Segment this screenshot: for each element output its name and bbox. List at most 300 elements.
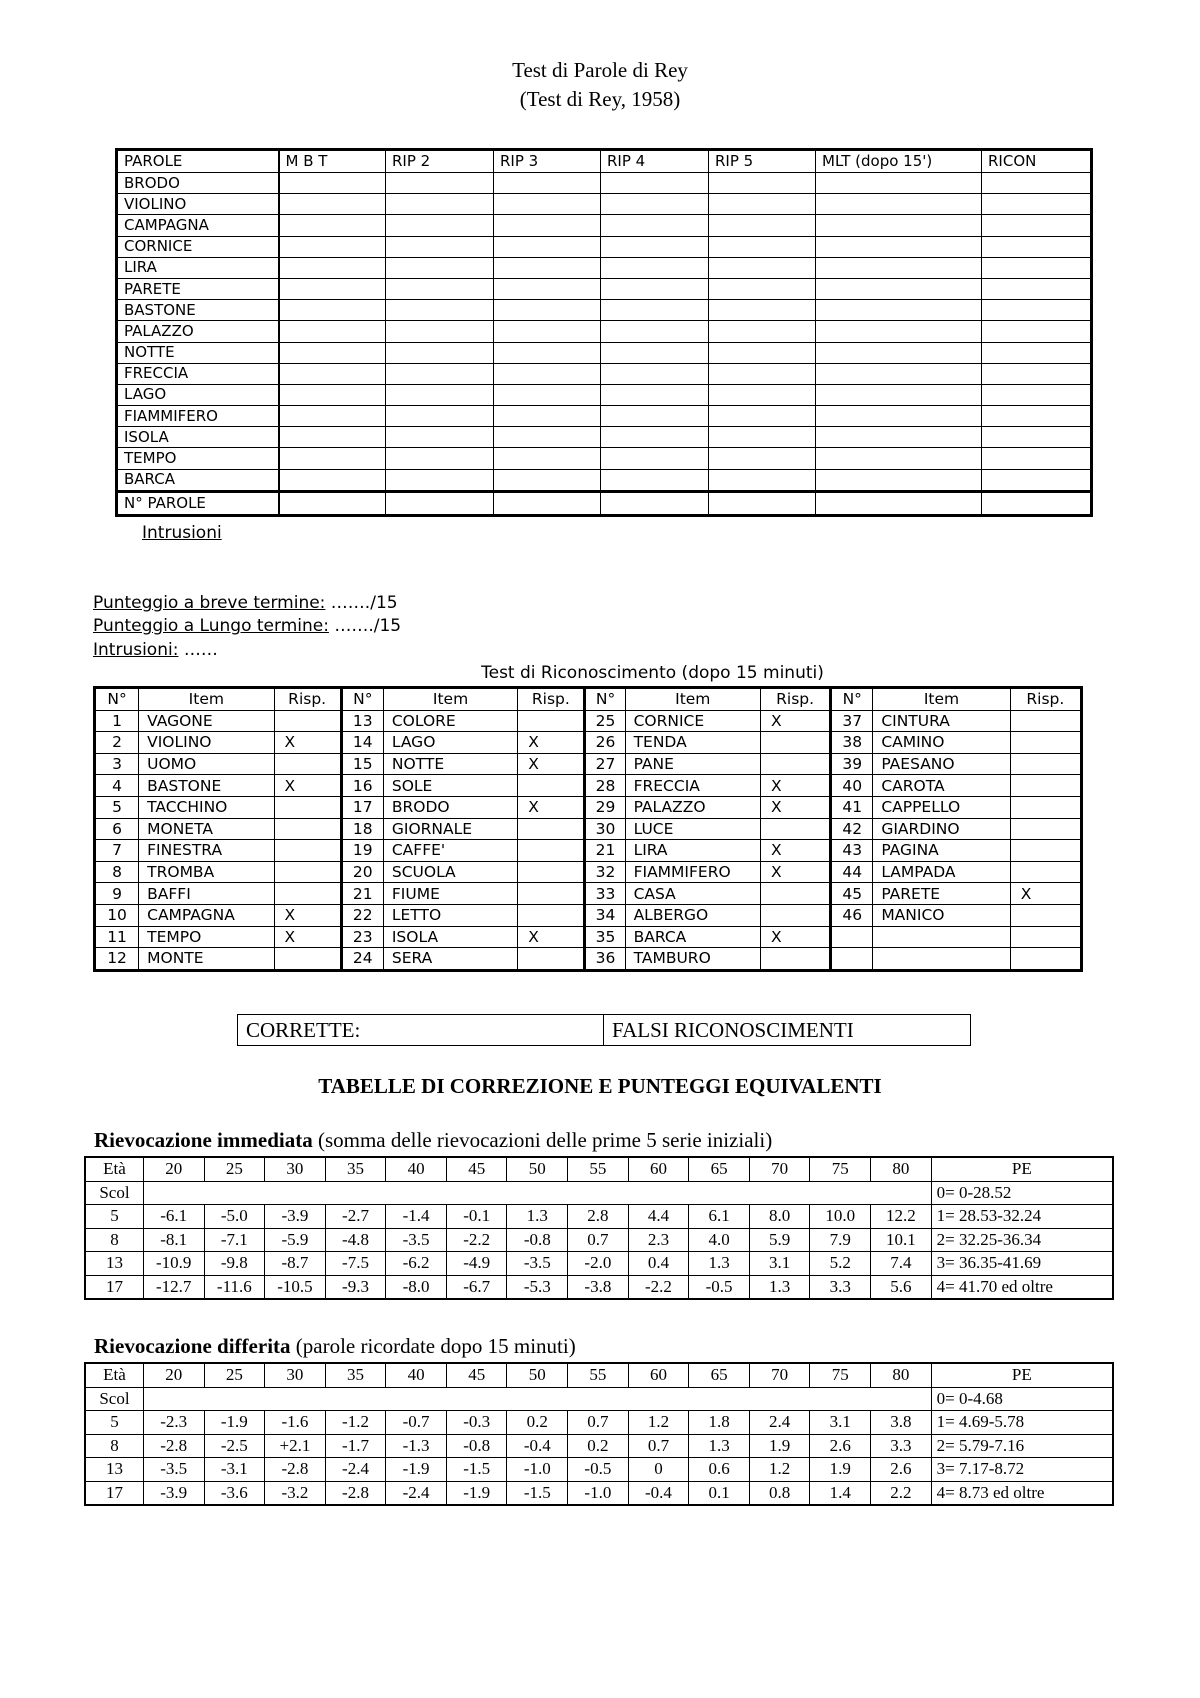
correction-value: -0.4	[507, 1434, 568, 1458]
pe-value: 4= 8.73 ed oltre	[931, 1481, 1113, 1505]
recognition-response[interactable]	[1010, 775, 1081, 797]
recall-entry-cell[interactable]	[982, 173, 1092, 194]
recall-entry-cell[interactable]	[494, 300, 601, 321]
word-table-row	[117, 321, 1092, 342]
recall-entry-cell[interactable]	[279, 427, 386, 448]
correction-value: -3.1	[204, 1458, 265, 1482]
recall-entry-cell[interactable]	[709, 321, 816, 342]
word-table-row	[117, 215, 1092, 236]
correction-value: 7.4	[871, 1252, 932, 1276]
recall-entry-cell[interactable]	[982, 427, 1092, 448]
recognition-number: 15	[341, 753, 383, 775]
recall-entry-cell[interactable]	[601, 406, 709, 427]
word-table-row	[117, 278, 1092, 299]
recall-entry-cell[interactable]	[494, 278, 601, 299]
recognition-response[interactable]	[274, 883, 341, 905]
recall-entry-cell[interactable]	[816, 384, 982, 405]
correction-value: 0.6	[689, 1458, 750, 1482]
recall-entry-cell[interactable]	[494, 448, 601, 469]
recall-entry-cell[interactable]	[816, 215, 982, 236]
intrusions-score-line	[93, 640, 218, 660]
recognition-number: 35	[585, 926, 625, 948]
recall-entry-cell[interactable]	[982, 448, 1092, 469]
recall-entry-cell[interactable]	[386, 427, 494, 448]
word-table-row	[117, 257, 1092, 278]
recognition-item: MANICO	[873, 904, 1010, 926]
correction-value: -1.9	[446, 1481, 507, 1505]
recall-entry-cell[interactable]	[279, 194, 386, 215]
recall-entry-cell[interactable]	[601, 469, 709, 491]
recognition-response[interactable]	[274, 796, 341, 818]
recall-entry-cell[interactable]	[279, 257, 386, 278]
recall-entry-cell[interactable]	[816, 278, 982, 299]
recall-entry-cell[interactable]	[982, 215, 1092, 236]
recall-entry-cell[interactable]	[494, 173, 601, 194]
recall-entry-cell[interactable]	[494, 342, 601, 363]
recall-entry-cell[interactable]	[601, 342, 709, 363]
recognition-response[interactable]	[518, 710, 585, 732]
recognition-row	[95, 818, 1082, 840]
recognition-row	[95, 753, 1082, 775]
word-cell: FIAMMIFERO	[117, 406, 279, 427]
short-term-score-line	[93, 593, 398, 613]
recognition-response[interactable]: X	[518, 796, 585, 818]
correction-value: 7.9	[810, 1228, 871, 1252]
recognition-item: CORNICE	[625, 710, 760, 732]
correction-value: -2.2	[446, 1228, 507, 1252]
correction-value: -1.9	[204, 1411, 265, 1435]
recognition-item: CINTURA	[873, 710, 1010, 732]
recall-entry-cell[interactable]	[709, 215, 816, 236]
correction-value: -2.8	[325, 1481, 386, 1505]
correction-value: 5.2	[810, 1252, 871, 1276]
recognition-number: 21	[341, 883, 383, 905]
recognition-number: 9	[95, 883, 139, 905]
immediate-recall-title	[94, 1128, 772, 1153]
recognition-number: 32	[585, 861, 625, 883]
recognition-number: 29	[585, 796, 625, 818]
recall-entry-cell[interactable]	[386, 300, 494, 321]
recognition-response[interactable]: X	[760, 861, 830, 883]
word-table-header-row	[117, 150, 1092, 173]
recognition-item: LETTO	[383, 904, 517, 926]
recall-entry-cell[interactable]	[386, 173, 494, 194]
correction-value: -6.7	[446, 1275, 507, 1299]
correction-value: 2.4	[749, 1411, 810, 1435]
recognition-response[interactable]	[274, 710, 341, 732]
schooling-years: 17	[85, 1275, 143, 1299]
false-recognitions-field: FALSI RICONOSCIMENTI	[612, 1018, 854, 1042]
correction-value: -2.4	[325, 1458, 386, 1482]
word-cell: BASTONE	[117, 300, 279, 321]
recognition-number: 42	[831, 818, 873, 840]
recall-entry-cell[interactable]	[816, 406, 982, 427]
recognition-response[interactable]	[1010, 818, 1081, 840]
recognition-response[interactable]	[1010, 861, 1081, 883]
recognition-response[interactable]	[274, 818, 341, 840]
recognition-item: FIUME	[383, 883, 517, 905]
recall-entry-cell[interactable]	[386, 363, 494, 384]
recall-entry-cell[interactable]	[494, 384, 601, 405]
recognition-response[interactable]: X	[274, 926, 341, 948]
word-cell: NOTTE	[117, 342, 279, 363]
recognition-item: FINESTRA	[139, 840, 274, 862]
recognition-number: 27	[585, 753, 625, 775]
long-term-score-line	[93, 616, 401, 636]
correction-value: -7.5	[325, 1252, 386, 1276]
recall-entry-cell[interactable]	[494, 363, 601, 384]
recall-entry-cell[interactable]	[982, 384, 1092, 405]
schooling-years: 13	[85, 1458, 143, 1482]
recognition-response[interactable]	[760, 818, 830, 840]
recall-entry-cell[interactable]	[601, 173, 709, 194]
correction-value: 2.8	[568, 1205, 629, 1229]
recognition-response[interactable]	[1010, 753, 1081, 775]
recognition-item: BAFFI	[139, 883, 274, 905]
word-table-row	[117, 406, 1092, 427]
recognition-item: GIORNALE	[383, 818, 517, 840]
recognition-response[interactable]: X	[760, 840, 830, 862]
recognition-number: 41	[831, 796, 873, 818]
correction-value: -0.1	[446, 1205, 507, 1229]
recall-entry-cell[interactable]	[816, 257, 982, 278]
schooling-label: Scol	[85, 1387, 143, 1411]
recognition-number: 26	[585, 732, 625, 754]
recall-entry-cell[interactable]	[601, 236, 709, 257]
correction-value: -2.4	[386, 1481, 447, 1505]
recall-entry-cell[interactable]	[601, 448, 709, 469]
word-cell: LAGO	[117, 384, 279, 405]
correction-value: 2.6	[871, 1458, 932, 1482]
correction-value: -10.5	[265, 1275, 326, 1299]
correction-value: 1.9	[749, 1434, 810, 1458]
recognition-number: 10	[95, 904, 139, 926]
total-label-cell: N° PAROLE	[117, 491, 279, 515]
word-table-header-cell: M B T	[279, 150, 386, 173]
recall-entry-cell[interactable]	[601, 321, 709, 342]
recognition-number: 28	[585, 775, 625, 797]
correction-value: -8.1	[143, 1228, 204, 1252]
recall-entry-cell[interactable]	[709, 194, 816, 215]
recall-entry-cell[interactable]	[386, 321, 494, 342]
recall-entry-cell[interactable]	[279, 173, 386, 194]
recall-entry-cell[interactable]	[982, 469, 1092, 491]
recall-entry-cell[interactable]	[816, 300, 982, 321]
correction-value: -1.5	[446, 1458, 507, 1482]
recognition-response[interactable]	[760, 732, 830, 754]
recognition-response[interactable]	[1010, 840, 1081, 862]
recognition-response[interactable]	[274, 948, 341, 971]
recognition-response[interactable]	[760, 904, 830, 926]
recognition-item: ISOLA	[383, 926, 517, 948]
word-table-header-cell: PAROLE	[117, 150, 279, 173]
correction-tables-title: TABELLE DI CORREZIONE E PUNTEGGI EQUIVALENTI	[318, 1074, 882, 1098]
recall-entry-cell[interactable]	[816, 448, 982, 469]
recall-entry-cell[interactable]	[601, 300, 709, 321]
recognition-response[interactable]	[518, 861, 585, 883]
recall-entry-cell[interactable]	[279, 448, 386, 469]
word-table-row	[117, 469, 1092, 491]
recall-entry-cell[interactable]	[601, 278, 709, 299]
recall-entry-cell[interactable]	[494, 469, 601, 491]
correction-value: -1.9	[386, 1458, 447, 1482]
total-entry-cell[interactable]	[386, 491, 494, 515]
recognition-response[interactable]	[760, 753, 830, 775]
recognition-header-cell: Item	[625, 688, 760, 711]
age-header-cell: 75	[810, 1157, 871, 1181]
age-header-row	[85, 1363, 1113, 1387]
recognition-response[interactable]: X	[760, 926, 830, 948]
recognition-response[interactable]: X	[518, 926, 585, 948]
long-term-score-value: ……./15	[328, 616, 402, 636]
recognition-response[interactable]	[274, 861, 341, 883]
age-header-cell: 40	[386, 1157, 447, 1181]
short-term-score-label: Punteggio a breve termine:	[93, 593, 326, 613]
total-entry-cell[interactable]	[982, 491, 1092, 515]
recall-entry-cell[interactable]	[601, 384, 709, 405]
recall-entry-cell[interactable]	[709, 384, 816, 405]
correction-value: -3.9	[265, 1205, 326, 1229]
recall-entry-cell[interactable]	[709, 173, 816, 194]
recall-entry-cell[interactable]	[601, 257, 709, 278]
recognition-response[interactable]	[760, 883, 830, 905]
correction-value: 1.2	[628, 1411, 689, 1435]
recall-entry-cell[interactable]	[982, 300, 1092, 321]
recall-entry-cell[interactable]	[386, 236, 494, 257]
word-cell: LIRA	[117, 257, 279, 278]
norm-row	[85, 1205, 1113, 1229]
correction-value: 1.2	[749, 1458, 810, 1482]
age-header-cell: 70	[749, 1363, 810, 1387]
recall-entry-cell[interactable]	[816, 194, 982, 215]
recall-entry-cell[interactable]	[982, 406, 1092, 427]
recall-entry-cell[interactable]	[494, 427, 601, 448]
recognition-response[interactable]	[518, 818, 585, 840]
age-header-cell: 55	[568, 1363, 629, 1387]
pe-value: 0= 0-4.68	[931, 1387, 1113, 1411]
recall-entry-cell[interactable]	[982, 321, 1092, 342]
recognition-response[interactable]: X	[760, 796, 830, 818]
correction-value: -1.2	[325, 1411, 386, 1435]
recognition-item: UOMO	[139, 753, 274, 775]
recall-entry-cell[interactable]	[601, 427, 709, 448]
recall-entry-cell[interactable]	[386, 257, 494, 278]
total-entry-cell[interactable]	[494, 491, 601, 515]
recognition-number: 11	[95, 926, 139, 948]
correction-value: -3.2	[265, 1481, 326, 1505]
word-table-header-cell: RICON	[982, 150, 1092, 173]
recall-entry-cell[interactable]	[816, 321, 982, 342]
recall-entry-cell[interactable]	[279, 363, 386, 384]
word-recall-table	[115, 148, 1093, 517]
intrusions-score-value: ……	[178, 640, 218, 660]
correction-value: -0.7	[386, 1411, 447, 1435]
recall-entry-cell[interactable]	[494, 257, 601, 278]
age-header-cell: 35	[325, 1157, 386, 1181]
recall-entry-cell[interactable]	[279, 384, 386, 405]
pe-value: 4= 41.70 ed oltre	[931, 1275, 1113, 1299]
word-cell: CAMPAGNA	[117, 215, 279, 236]
age-header-cell: 35	[325, 1363, 386, 1387]
correction-value: -0.3	[446, 1411, 507, 1435]
recognition-number: 21	[585, 840, 625, 862]
recognition-item	[873, 948, 1010, 971]
recall-entry-cell[interactable]	[982, 278, 1092, 299]
recall-entry-cell[interactable]	[982, 363, 1092, 384]
recall-entry-cell[interactable]	[982, 236, 1092, 257]
word-cell: TEMPO	[117, 448, 279, 469]
correction-value: 3.1	[810, 1411, 871, 1435]
recall-entry-cell[interactable]	[279, 406, 386, 427]
recognition-number: 30	[585, 818, 625, 840]
recall-entry-cell[interactable]	[279, 342, 386, 363]
recognition-response[interactable]	[274, 840, 341, 862]
recognition-response[interactable]: X	[518, 732, 585, 754]
recall-entry-cell[interactable]	[386, 194, 494, 215]
norm-row	[85, 1228, 1113, 1252]
correction-value: -8.0	[386, 1275, 447, 1299]
recognition-number: 38	[831, 732, 873, 754]
schooling-years: 8	[85, 1228, 143, 1252]
recall-entry-cell[interactable]	[709, 300, 816, 321]
correction-value: 5.6	[871, 1275, 932, 1299]
recognition-response[interactable]	[518, 883, 585, 905]
recognition-item: TACCHINO	[139, 796, 274, 818]
recall-entry-cell[interactable]	[494, 321, 601, 342]
recognition-number: 19	[341, 840, 383, 862]
recall-entry-cell[interactable]	[601, 194, 709, 215]
schooling-label-row	[85, 1181, 1113, 1205]
recall-entry-cell[interactable]	[494, 194, 601, 215]
recognition-response[interactable]	[760, 948, 830, 971]
recall-entry-cell[interactable]	[386, 406, 494, 427]
correction-value: -2.5	[204, 1434, 265, 1458]
recognition-response[interactable]: X	[274, 775, 341, 797]
recognition-response[interactable]	[518, 775, 585, 797]
recall-entry-cell[interactable]	[386, 384, 494, 405]
recall-entry-cell[interactable]	[601, 363, 709, 384]
recall-entry-cell[interactable]	[709, 236, 816, 257]
recognition-response[interactable]	[1010, 732, 1081, 754]
recall-entry-cell[interactable]	[816, 427, 982, 448]
recognition-response[interactable]	[1010, 948, 1081, 971]
pe-value: 2= 5.79-7.16	[931, 1434, 1113, 1458]
recognition-item: BARCA	[625, 926, 760, 948]
recognition-item: LAMPADA	[873, 861, 1010, 883]
recall-entry-cell[interactable]	[279, 300, 386, 321]
recall-entry-cell[interactable]	[709, 363, 816, 384]
recall-entry-cell[interactable]	[709, 342, 816, 363]
recall-entry-cell[interactable]	[279, 278, 386, 299]
correction-value: -3.5	[507, 1252, 568, 1276]
recognition-response[interactable]	[518, 904, 585, 926]
recognition-response[interactable]: X	[274, 732, 341, 754]
recognition-header-cell: N°	[585, 688, 625, 711]
recall-entry-cell[interactable]	[386, 215, 494, 236]
recall-entry-cell[interactable]	[816, 342, 982, 363]
pe-value: 1= 4.69-5.78	[931, 1411, 1113, 1435]
recall-entry-cell[interactable]	[982, 257, 1092, 278]
word-table-header-cell: RIP 4	[601, 150, 709, 173]
correction-value: -3.5	[143, 1458, 204, 1482]
schooling-years: 17	[85, 1481, 143, 1505]
recognition-number: 23	[341, 926, 383, 948]
recall-entry-cell[interactable]	[709, 448, 816, 469]
correction-value: 1.9	[810, 1458, 871, 1482]
correction-value: 8.0	[749, 1205, 810, 1229]
recall-entry-cell[interactable]	[279, 215, 386, 236]
delayed-recall-title-rest: (parole ricordate dopo 15 minuti)	[290, 1334, 576, 1358]
recognition-item: CAROTA	[873, 775, 1010, 797]
recognition-response[interactable]	[1010, 710, 1081, 732]
correction-value: -11.6	[204, 1275, 265, 1299]
recall-entry-cell[interactable]	[279, 236, 386, 257]
recognition-response[interactable]: X	[274, 904, 341, 926]
recognition-response[interactable]: X	[1010, 883, 1081, 905]
recall-entry-cell[interactable]	[279, 321, 386, 342]
recall-entry-cell[interactable]	[982, 194, 1092, 215]
recall-entry-cell[interactable]	[494, 406, 601, 427]
recall-entry-cell[interactable]	[386, 469, 494, 491]
recognition-item: LIRA	[625, 840, 760, 862]
age-header-cell: 80	[871, 1363, 932, 1387]
correction-value: 1.3	[749, 1275, 810, 1299]
recognition-response[interactable]: X	[760, 775, 830, 797]
recall-entry-cell[interactable]	[982, 342, 1092, 363]
correction-value: -2.7	[325, 1205, 386, 1229]
recall-entry-cell[interactable]	[601, 215, 709, 236]
correction-value: -1.0	[507, 1458, 568, 1482]
total-entry-cell[interactable]	[279, 491, 386, 515]
correction-value: 2.3	[628, 1228, 689, 1252]
recall-entry-cell[interactable]	[709, 257, 816, 278]
recall-entry-cell[interactable]	[709, 427, 816, 448]
total-entry-cell[interactable]	[816, 491, 982, 515]
recognition-response[interactable]	[1010, 796, 1081, 818]
recall-entry-cell[interactable]	[709, 469, 816, 491]
correction-value: -9.8	[204, 1252, 265, 1276]
recognition-response[interactable]	[1010, 926, 1081, 948]
recognition-response[interactable]: X	[760, 710, 830, 732]
recall-entry-cell[interactable]	[816, 363, 982, 384]
recognition-response[interactable]	[518, 948, 585, 971]
correction-value: -8.7	[265, 1252, 326, 1276]
recall-entry-cell[interactable]	[386, 278, 494, 299]
recognition-header-cell: N°	[341, 688, 383, 711]
recognition-response[interactable]	[518, 840, 585, 862]
recall-entry-cell[interactable]	[709, 278, 816, 299]
recall-entry-cell[interactable]	[816, 469, 982, 491]
correction-value: 0	[628, 1458, 689, 1482]
recall-entry-cell[interactable]	[386, 448, 494, 469]
age-header-cell: 30	[265, 1157, 326, 1181]
recall-entry-cell[interactable]	[386, 342, 494, 363]
recognition-response[interactable]: X	[518, 753, 585, 775]
recognition-item: MONETA	[139, 818, 274, 840]
recall-entry-cell[interactable]	[816, 236, 982, 257]
recall-entry-cell[interactable]	[494, 236, 601, 257]
recognition-item: CAMINO	[873, 732, 1010, 754]
age-header-cell: 60	[628, 1157, 689, 1181]
recall-entry-cell[interactable]	[279, 469, 386, 491]
total-entry-cell[interactable]	[601, 491, 709, 515]
total-entry-cell[interactable]	[709, 491, 816, 515]
recognition-response[interactable]	[1010, 904, 1081, 926]
recall-entry-cell[interactable]	[709, 406, 816, 427]
recognition-response[interactable]	[274, 753, 341, 775]
recall-entry-cell[interactable]	[494, 215, 601, 236]
recall-entry-cell[interactable]	[816, 173, 982, 194]
